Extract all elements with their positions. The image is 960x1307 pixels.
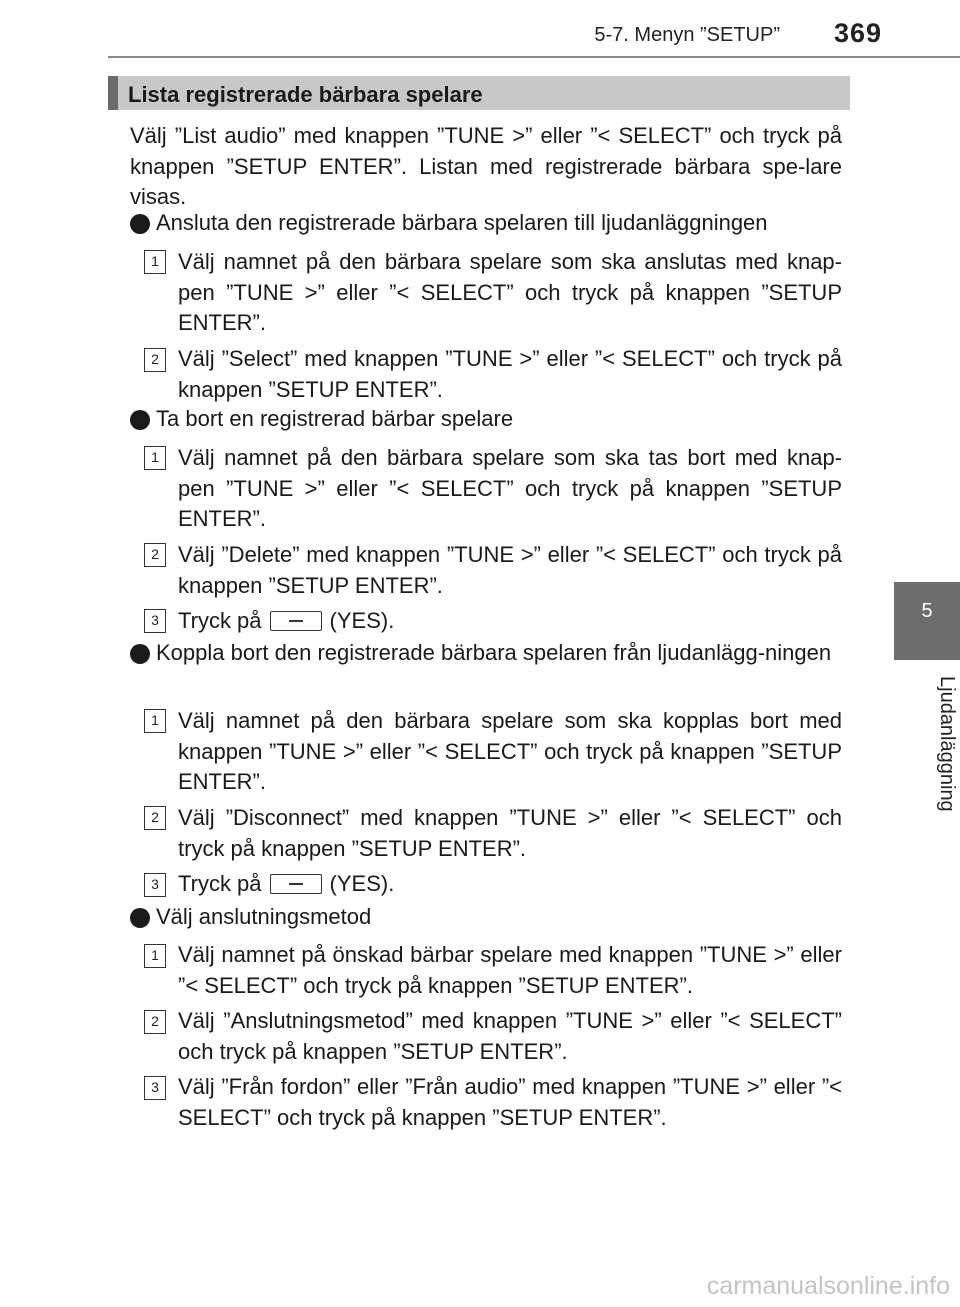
step-text: Välj namnet på önskad bärbar spelare med knappen ”TUNE >” eller ”< SELECT” och tryck på knappen ”SETUP ENTER”. [178, 942, 842, 998]
page-number: 369 [833, 18, 882, 48]
step-text: Välj ”Från fordon” eller ”Från audio” med knappen ”TUNE >” eller ”< SELECT” och tryck på knappen ”SETUP ENTER”. [178, 1074, 842, 1130]
header-rule [108, 56, 960, 58]
step-number: 1 [144, 446, 166, 470]
bullet-title: Ansluta den registrerade bärbara spelaren till ljudanläggningen [156, 210, 768, 235]
step-number: 2 [144, 348, 166, 372]
step-number: 1 [144, 944, 166, 968]
bullet-icon [130, 214, 150, 234]
bullet-icon [130, 410, 150, 430]
step-text: Välj ”Anslutningsmetod” med knappen ”TUNE >” eller ”< SELECT” och tryck på knappen ”SETUP ENTER”. [178, 1008, 842, 1064]
yes-button-icon [270, 611, 322, 631]
step-text: Välj ”Delete” med knappen ”TUNE >” eller ”< SELECT” och tryck på knappen ”SETUP ENTER”. [178, 542, 842, 598]
step-text-before: Tryck på [178, 871, 262, 896]
section-heading-bar [108, 76, 118, 110]
bullet-title: Koppla bort den registrerade bärbara spelaren från ljudanlägg-ningen [156, 640, 832, 665]
step-number: 3 [144, 609, 166, 633]
step-number: 2 [144, 806, 166, 830]
step-number: 1 [144, 709, 166, 733]
step-text [178, 869, 842, 900]
step-text-before: Tryck på [178, 608, 262, 633]
step-text: Välj namnet på den bärbara spelare som ska tas bort med knap-pen ”TUNE >” eller ”< SELECT” och tryck på knappen ”SETUP ENTER”. [178, 445, 842, 531]
step-number: 2 [144, 1010, 166, 1034]
section-title: Lista registrerade bärbara spelare [128, 82, 483, 107]
yes-button-icon [270, 874, 322, 894]
intro-paragraph: Välj ”List audio” med knappen ”TUNE >” eller ”< SELECT” och tryck på knappen ”SETUP ENTER”. Listan med registrerade bärbara spe-lare visas. [130, 123, 842, 209]
step-number: 3 [144, 1076, 166, 1100]
bullet-title: Välj anslutningsmetod [156, 904, 372, 929]
running-header-section: 5-7. Menyn ”SETUP” [594, 24, 780, 46]
chapter-tab-number: 5 [921, 600, 933, 622]
step-text-after: (YES). [329, 871, 395, 896]
step-number: 1 [144, 250, 166, 274]
step-text: Välj namnet på den bärbara spelare som ska anslutas med knap-pen ”TUNE >” eller ”< SELECT” och tryck på knappen ”SETUP ENTER”. [178, 249, 842, 335]
bullet-icon [130, 908, 150, 928]
step-text-after: (YES). [329, 608, 395, 633]
step-text: Välj ”Disconnect” med knappen ”TUNE >” eller ”< SELECT” och tryck på knappen ”SETUP ENTER”. [178, 805, 842, 861]
chapter-tab-label: Ljudanläggning [936, 676, 958, 812]
step-number: 3 [144, 873, 166, 897]
step-text: Välj namnet på den bärbara spelare som ska kopplas bort med knappen ”TUNE >” eller ”< SELECT” och tryck på knappen ”SETUP ENTER”. [178, 708, 842, 794]
step-number: 2 [144, 543, 166, 567]
bullet-title: Ta bort en registrerad bärbar spelare [156, 406, 514, 431]
step-text: Välj ”Select” med knappen ”TUNE >” eller ”< SELECT” och tryck på knappen ”SETUP ENTER”. [178, 346, 842, 402]
step-text [178, 606, 842, 637]
bullet-icon [130, 644, 150, 664]
watermark: carmanualsonline.info [706, 1272, 950, 1300]
